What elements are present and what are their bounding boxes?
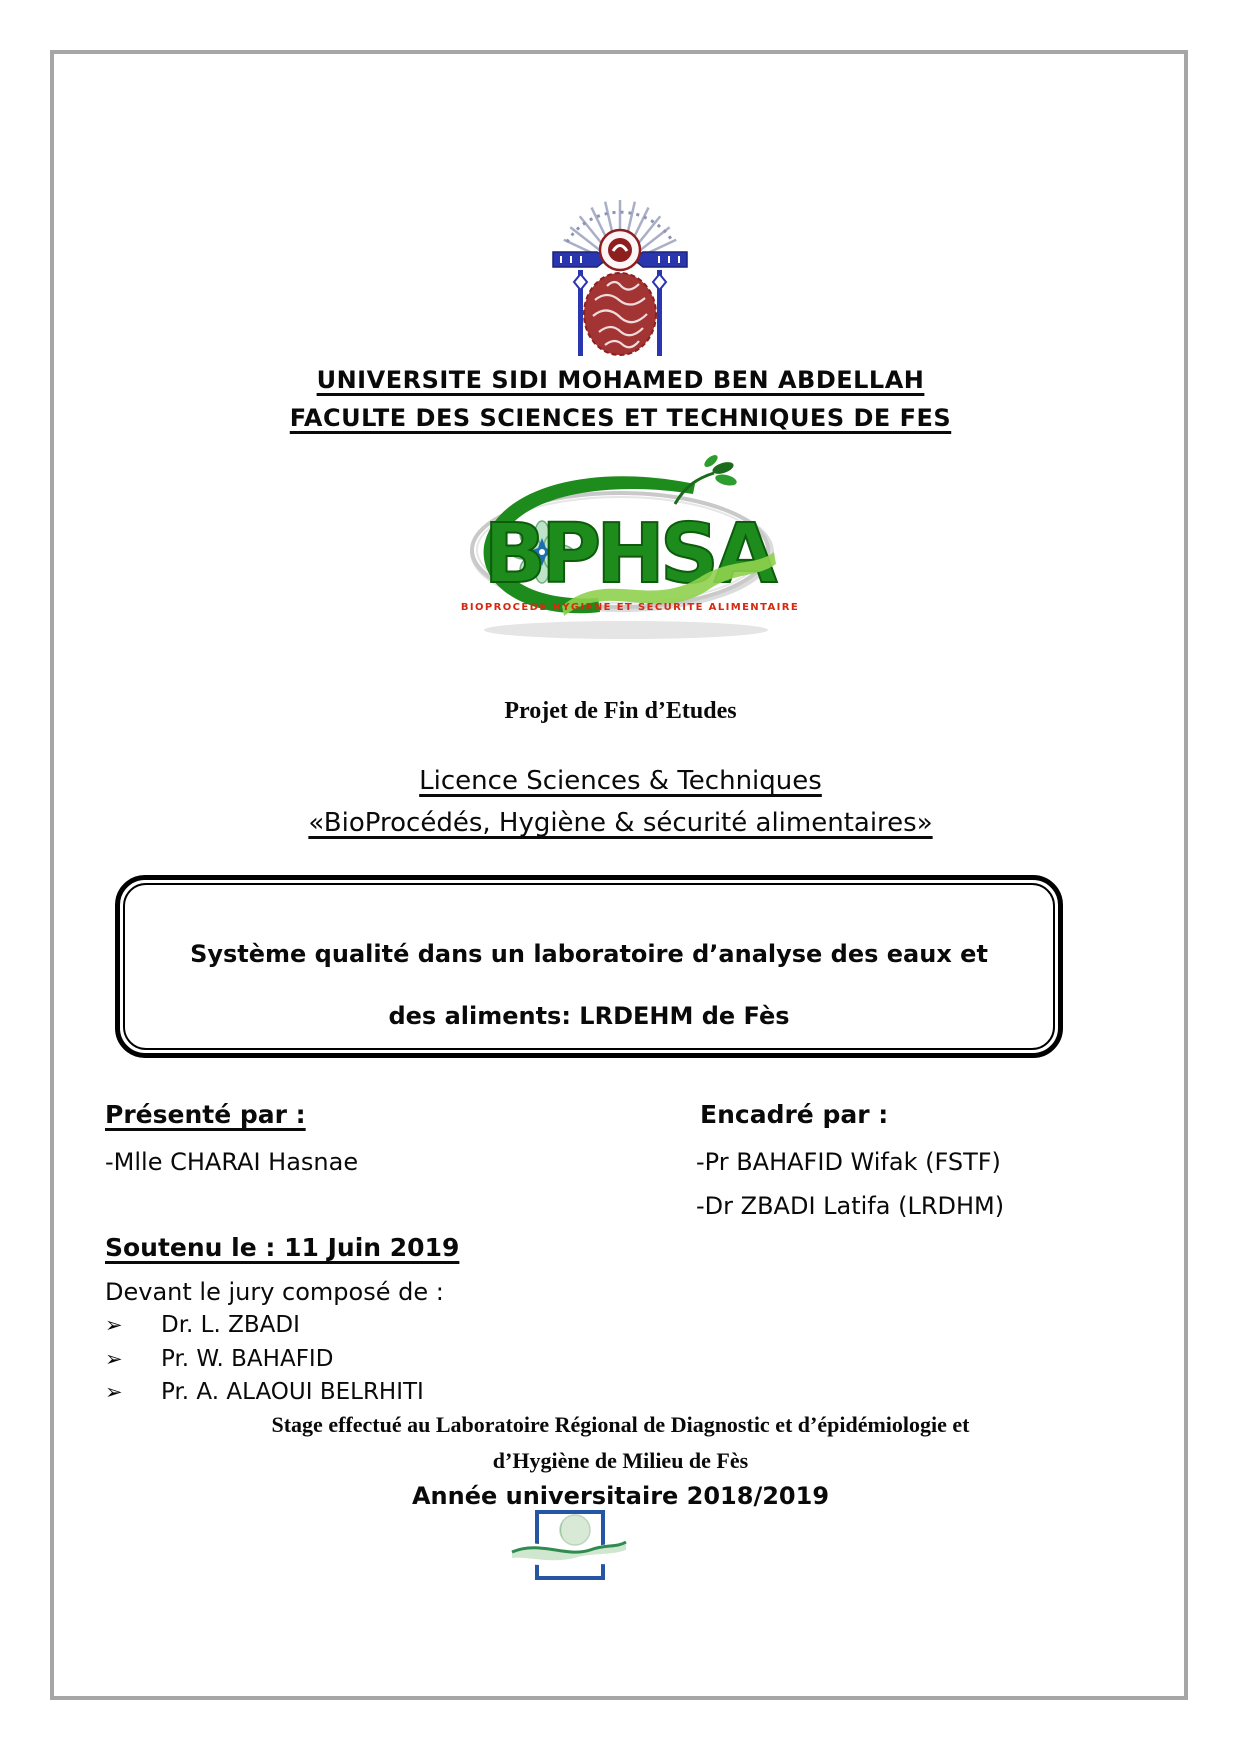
jury-member-1: Dr. L. ZBADI [161, 1312, 300, 1338]
degree-line1-wrap [0, 766, 1241, 796]
degree-line1: Licence Sciences & Techniques [419, 766, 822, 796]
sphere [560, 1515, 590, 1545]
degree-line2: «BioProcédés, Hygiène & sécurité alimentaires» [308, 808, 933, 838]
thesis-title-line2: des aliments: LRDEHM de Fès [388, 1002, 790, 1030]
bphsa-subtitle: BIOPROCEDE HYGIENE ET SECURITE ALIMENTAIRE [460, 602, 800, 613]
university-line2: FACULTE DES SCIENCES ET TECHNIQUES DE FES [289, 404, 952, 432]
bphsa-logo [440, 448, 800, 648]
arrow-bullet-icon: ➢ [105, 1313, 123, 1337]
university-logo [547, 190, 693, 366]
supervisor-1: -Pr BAHAFID Wifak (FSTF) [696, 1148, 1001, 1176]
university-name [0, 366, 1241, 394]
faculty-name [0, 404, 1241, 432]
supervised-by-label: Encadré par : [700, 1100, 889, 1129]
logo-leaves [702, 453, 738, 488]
supervisor-2: -Dr ZBADI Latifa (LRDHM) [696, 1192, 1005, 1220]
university-line1: UNIVERSITE SIDI MOHAMED BEN ABDELLAH [316, 366, 925, 394]
presented-by-name: -Mlle CHARAI Hasnae [105, 1148, 359, 1176]
bphsa-acronym: BPHSA [483, 507, 773, 602]
jury-member-row [105, 1379, 424, 1405]
jury-member-row [105, 1312, 300, 1338]
jury-member-2: Pr. W. BAHAFID [161, 1346, 334, 1372]
emblem-calligraphy [584, 230, 656, 355]
laboratory-logo [508, 1508, 630, 1588]
logo-shadow [484, 621, 768, 639]
project-type: Projet de Fin d’Etudes [504, 698, 737, 724]
degree-line2-wrap [0, 808, 1241, 838]
jury-member-row [105, 1346, 333, 1372]
thesis-title-box-inner [123, 883, 1055, 1050]
presented-by-label: Présenté par : [105, 1100, 306, 1129]
internship-line2: d’Hygiène de Milieu de Fès [492, 1448, 749, 1473]
defense-date: Soutenu le : 11 Juin 2019 [105, 1233, 460, 1262]
academic-year: Année universitaire 2018/2019 [411, 1482, 830, 1510]
thesis-title-box [115, 875, 1063, 1058]
jury-member-3: Pr. A. ALAOUI BELRHITI [161, 1379, 424, 1405]
internship-line1: Stage effectué au Laboratoire Régional de Diagnostic et d’épidémiologie et [271, 1412, 970, 1437]
arrow-bullet-icon: ➢ [105, 1347, 123, 1371]
jury-intro: Devant le jury composé de : [105, 1278, 444, 1306]
arrow-bullet-icon: ➢ [105, 1380, 123, 1404]
thesis-title-line1: Système qualité dans un laboratoire d’analyse des eaux et [190, 940, 988, 968]
